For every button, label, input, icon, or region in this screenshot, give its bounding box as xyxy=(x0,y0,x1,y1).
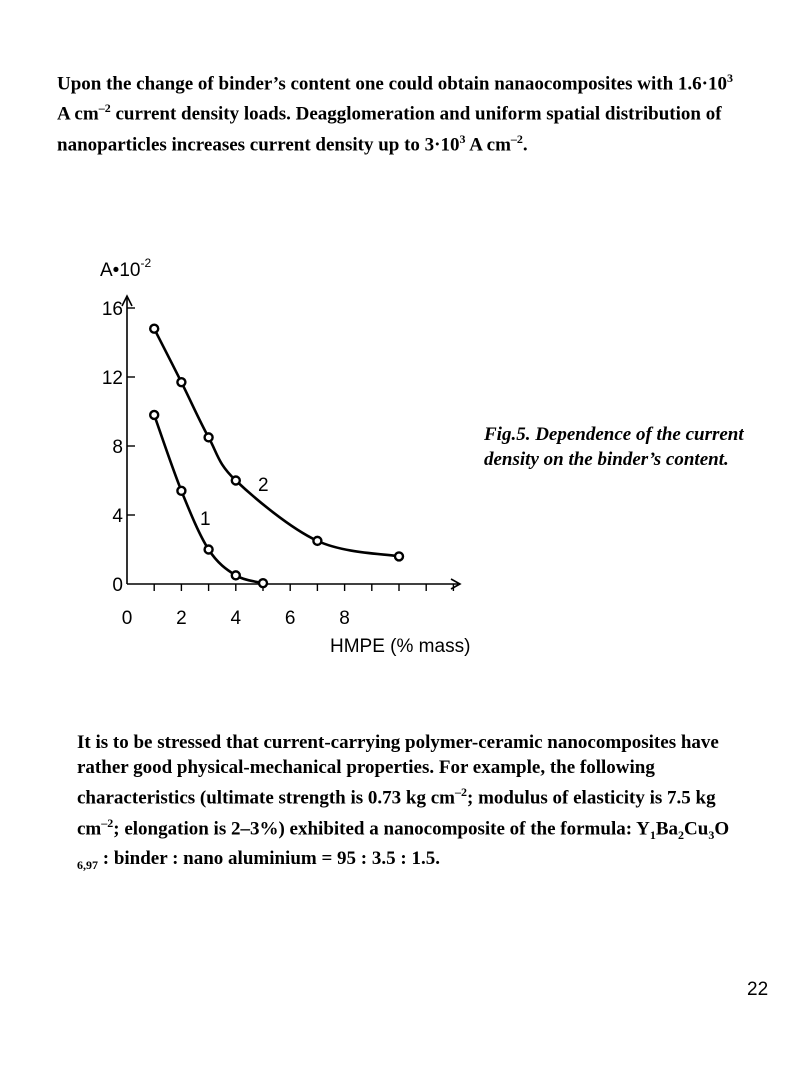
y-axis-label: $A•10^{-2}$ xyxy=(100,256,152,281)
properties-paragraph xyxy=(77,731,737,878)
intro-text-3: current density loads. Deagglomeration and uniform spatial distribution of nanoparticles increases current density up to 3·10 xyxy=(57,103,722,155)
x-tick-label: 4 xyxy=(230,608,242,629)
chart-axes xyxy=(122,296,460,591)
x-axis-label: HMPE (% mass) xyxy=(330,636,471,657)
data-point xyxy=(232,477,240,485)
series-label-1: 1 xyxy=(200,509,211,530)
intro-sup-4: –2 xyxy=(510,131,523,146)
prop-sup-2: –2 xyxy=(101,815,114,830)
intro-sup-1: 3 xyxy=(726,71,733,85)
x-tick-label: 6 xyxy=(284,608,296,629)
chart-series xyxy=(150,325,403,587)
chart-labels xyxy=(100,256,470,657)
page-number: 22 xyxy=(747,979,769,1000)
prop-text-4: : binder : nano aluminium = 95 : 3.5 : 1.5. xyxy=(98,848,440,870)
intro-sup-3: 3 xyxy=(459,131,466,146)
x-tick-label: 8 xyxy=(339,608,350,629)
figure-caption: Fig.5. Dependence of the current density on the binder’s content. xyxy=(484,424,744,470)
data-point xyxy=(205,433,213,441)
y-tick-label: 0 xyxy=(112,575,123,596)
data-point xyxy=(259,579,267,587)
series-label-2: 2 xyxy=(258,475,269,496)
intro-text-4: A cm xyxy=(465,133,511,155)
formula-cu: Cu xyxy=(684,818,709,840)
y-tick-label: 16 xyxy=(101,299,123,320)
formula-sub-y: 1 xyxy=(649,827,656,842)
data-point xyxy=(395,552,403,560)
formula-ba: Ba xyxy=(655,818,679,840)
formula-sub-cu: 3 xyxy=(708,827,715,842)
prop-text-1: It is to be stressed that current-carrying polymer-ceramic nanocomposites have rather good physical-mechanical properties. For example, the following characteristics (ultimate strength is 0.73 kg cm xyxy=(77,732,719,809)
series-line-2 xyxy=(154,329,399,557)
data-point xyxy=(232,571,240,579)
x-tick-label: 0 xyxy=(121,608,133,629)
intro-text-5: . xyxy=(522,133,528,155)
prop-text-3: ; elongation is 2–3%) exhibited a nanocomposite of the formula: Y xyxy=(113,818,650,840)
y-tick-label: 12 xyxy=(101,368,123,389)
data-point xyxy=(150,325,158,333)
prop-sup-1: –2 xyxy=(455,785,467,799)
data-point xyxy=(177,378,185,386)
prop-text-2: ; modulus of elasticity is 7.5 kg cm xyxy=(77,787,716,840)
formula-sub-o: 6,97 xyxy=(77,858,98,873)
data-point xyxy=(313,537,321,545)
intro-text-1: Upon the change of binder’s content one could obtain nanaocomposites with 1.6·10 xyxy=(57,73,727,95)
formula-o: O xyxy=(714,818,730,840)
data-point xyxy=(150,411,158,419)
y-tick-label: 4 xyxy=(112,506,123,527)
x-tick-label: 2 xyxy=(176,608,187,629)
y-tick-label: 8 xyxy=(112,437,123,458)
intro-text-2: A cm xyxy=(57,103,99,125)
data-point xyxy=(205,546,213,554)
data-point xyxy=(177,487,185,495)
intro-sup-2: –2 xyxy=(98,101,111,116)
formula-sub-ba: 2 xyxy=(678,827,685,842)
